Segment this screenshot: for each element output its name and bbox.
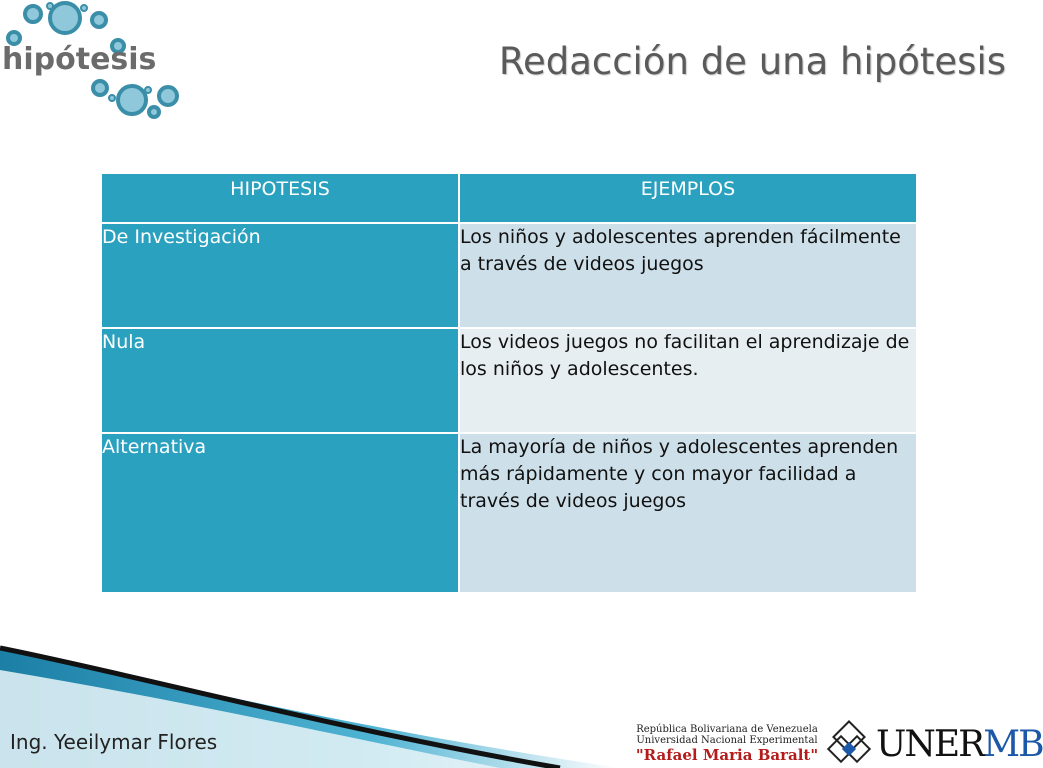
university-line-2: Universidad Nacional Experimental — [636, 735, 818, 746]
author-name: Ing. Yeeilymar Flores — [10, 730, 218, 754]
university-line-3: "Rafael Maria Baralt" — [635, 746, 819, 764]
example-cell: Los videos juegos no facilitan el aprendizaje de los niños y adolescentes. — [459, 328, 917, 433]
column-header-hipotesis: HIPOTESIS — [101, 173, 459, 223]
table-header-row — [101, 173, 917, 223]
column-header-ejemplos: EJEMPLOS — [459, 173, 917, 223]
hypothesis-table — [100, 172, 918, 594]
example-cell: La mayoría de niños y adolescentes aprenden más rápidamente y con mayor facilidad a través de videos juegos — [459, 433, 917, 593]
hypothesis-type-cell: De Investigación — [101, 223, 459, 328]
university-line-1: República Bolivariana de Venezuela — [636, 724, 818, 735]
table-row — [101, 223, 917, 328]
acronym-part-a: UNER — [876, 724, 984, 765]
example-cell: Los niños y adolescentes aprenden fácilmente a través de videos juegos — [459, 223, 917, 328]
university-emblem-icon — [826, 722, 872, 768]
logo-wordmark: hipótesis — [2, 42, 157, 77]
hypothesis-type-cell: Nula — [101, 328, 459, 433]
university-caption — [632, 724, 822, 764]
acronym-part-b: MB — [983, 724, 1043, 765]
table-row — [101, 433, 917, 593]
university-acronym — [876, 724, 1043, 765]
table-row — [101, 328, 917, 433]
hypothesis-type-cell: Alternativa — [101, 433, 459, 593]
slide-title: Redacción de una hipótesis — [498, 40, 1006, 83]
